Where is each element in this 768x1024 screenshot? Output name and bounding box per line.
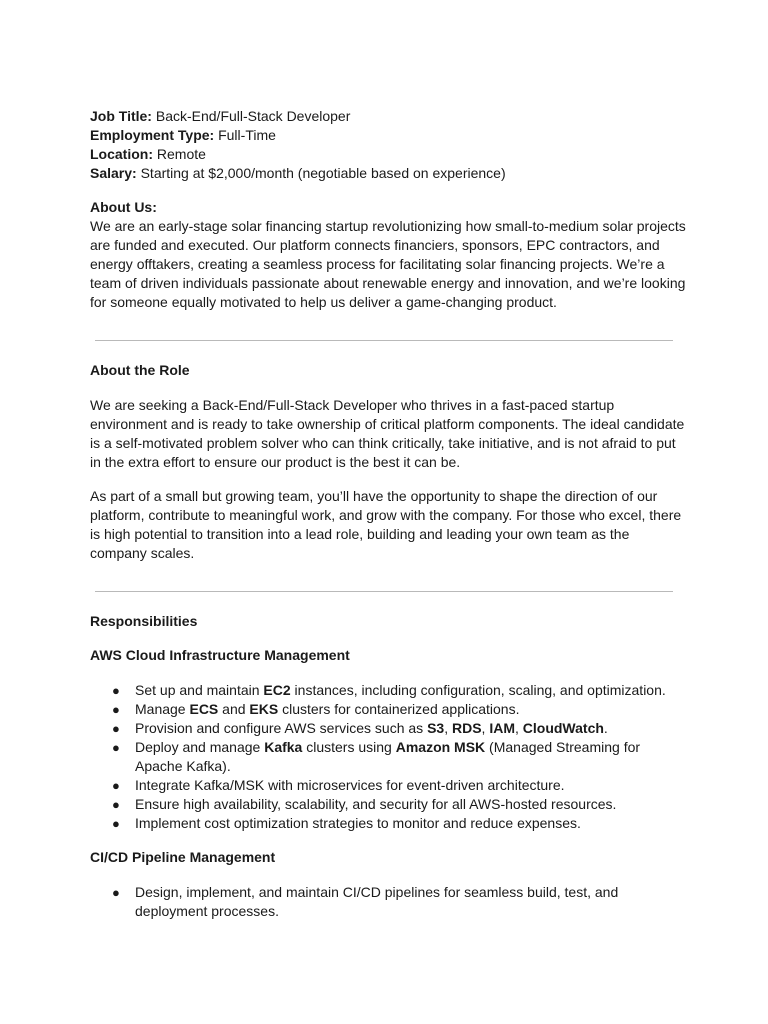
list-item	[90, 681, 690, 700]
list-item-text: and	[218, 701, 250, 717]
employment-type-value: Full-Time	[214, 127, 276, 143]
list-item	[90, 883, 690, 921]
bullet-icon: ●	[112, 778, 120, 793]
list-item-text: Set up and maintain	[135, 682, 264, 698]
bold-term: S3	[427, 720, 445, 736]
list-item	[90, 700, 690, 719]
list-item-text: Design, implement, and maintain CI/CD pipelines for seamless build, test, and deployment processes.	[135, 884, 619, 919]
responsibilities-heading: Responsibilities	[90, 613, 198, 629]
job-title-label: Job Title:	[90, 108, 152, 124]
salary-label: Salary:	[90, 165, 137, 181]
bullet-icon: ●	[112, 885, 120, 900]
location-value: Remote	[153, 146, 206, 162]
bold-term: ECS	[189, 701, 219, 717]
bullet-icon: ●	[112, 797, 120, 812]
aws-responsibilities-list	[90, 681, 690, 833]
location-line	[90, 145, 690, 164]
job-title-line	[90, 107, 690, 126]
aws-subheading: AWS Cloud Infrastructure Management	[90, 647, 350, 663]
list-item-text: (Managed Streaming for Apache Kafka).	[135, 739, 641, 774]
bold-term: Amazon MSK	[395, 739, 486, 755]
bold-term: CloudWatch	[522, 720, 604, 736]
employment-type-line	[90, 126, 690, 145]
list-item-text: Provision and configure AWS services such as	[135, 720, 428, 736]
bullet-icon: ●	[112, 721, 120, 736]
employment-type-label: Employment Type:	[90, 127, 215, 143]
cicd-subheading: CI/CD Pipeline Management	[90, 849, 276, 865]
job-title-value: Back-End/Full-Stack Developer	[151, 108, 351, 124]
document-content	[90, 107, 690, 921]
list-item	[90, 776, 690, 795]
about-us-heading: About Us:	[90, 199, 157, 215]
list-item-text: instances, including configuration, scaling, and optimization.	[290, 682, 666, 698]
list-item-text: .	[603, 720, 608, 736]
about-role-paragraph-2: As part of a small but growing team, you’ll have the opportunity to shape the direction of our platform, contribute to meaningful work, and grow with the company. For those who excel, there is high potential to transition into a lead role, building and leading your own team as the company scales.	[90, 488, 682, 561]
about-role-paragraph-1: We are seeking a Back-End/Full-Stack Developer who thrives in a fast-paced startup environment and is ready to take ownership of critical platform components. The ideal candidate is a self-motivated problem solver who can think critically, take initiative, and is not afraid to put in the extra effort to ensure our product is the best it can be.	[90, 397, 685, 470]
list-item-text: clusters for containerized applications.	[278, 701, 520, 717]
list-item	[90, 738, 690, 776]
bold-term: IAM	[489, 720, 515, 736]
cicd-responsibilities-list	[90, 883, 690, 921]
bold-term: EC2	[263, 682, 291, 698]
list-item-text: ,	[514, 720, 523, 736]
list-item-text: ,	[444, 720, 452, 736]
list-item	[90, 814, 690, 833]
list-item	[90, 719, 690, 738]
list-item-text: clusters using	[302, 739, 396, 755]
list-item-text: Integrate Kafka/MSK with microservices for event-driven architecture.	[135, 777, 565, 793]
list-item-text: Ensure high availability, scalability, and security for all AWS-hosted resources.	[135, 796, 617, 812]
list-item	[90, 795, 690, 814]
bullet-icon: ●	[112, 683, 120, 698]
about-role-heading: About the Role	[90, 362, 190, 378]
bold-term: Kafka	[264, 739, 303, 755]
list-item-text: ,	[481, 720, 490, 736]
list-item-text: Manage	[135, 701, 190, 717]
location-label: Location:	[90, 146, 153, 162]
list-item-text: Deploy and manage	[135, 739, 265, 755]
list-item-text: Implement cost optimization strategies to monitor and reduce expenses.	[135, 815, 581, 831]
bold-term: EKS	[249, 701, 279, 717]
bold-term: RDS	[451, 720, 482, 736]
bullet-icon: ●	[112, 702, 120, 717]
salary-value: Starting at $2,000/month (negotiable based on experience)	[136, 165, 506, 181]
about-us-body: We are an early-stage solar financing startup revolutionizing how small-to-medium solar projects are funded and executed. Our platform connects financiers, sponsors, EPC contractors, and energy offtakers, creating a seamless process for facilitating solar financing projects. We’re a team of driven individuals passionate about renewable energy and innovation, and we’re looking for someone equally motivated to help us deliver a game-changing product.	[90, 218, 686, 310]
bullet-icon: ●	[112, 816, 120, 831]
bullet-icon: ●	[112, 740, 120, 755]
salary-line	[90, 164, 690, 183]
